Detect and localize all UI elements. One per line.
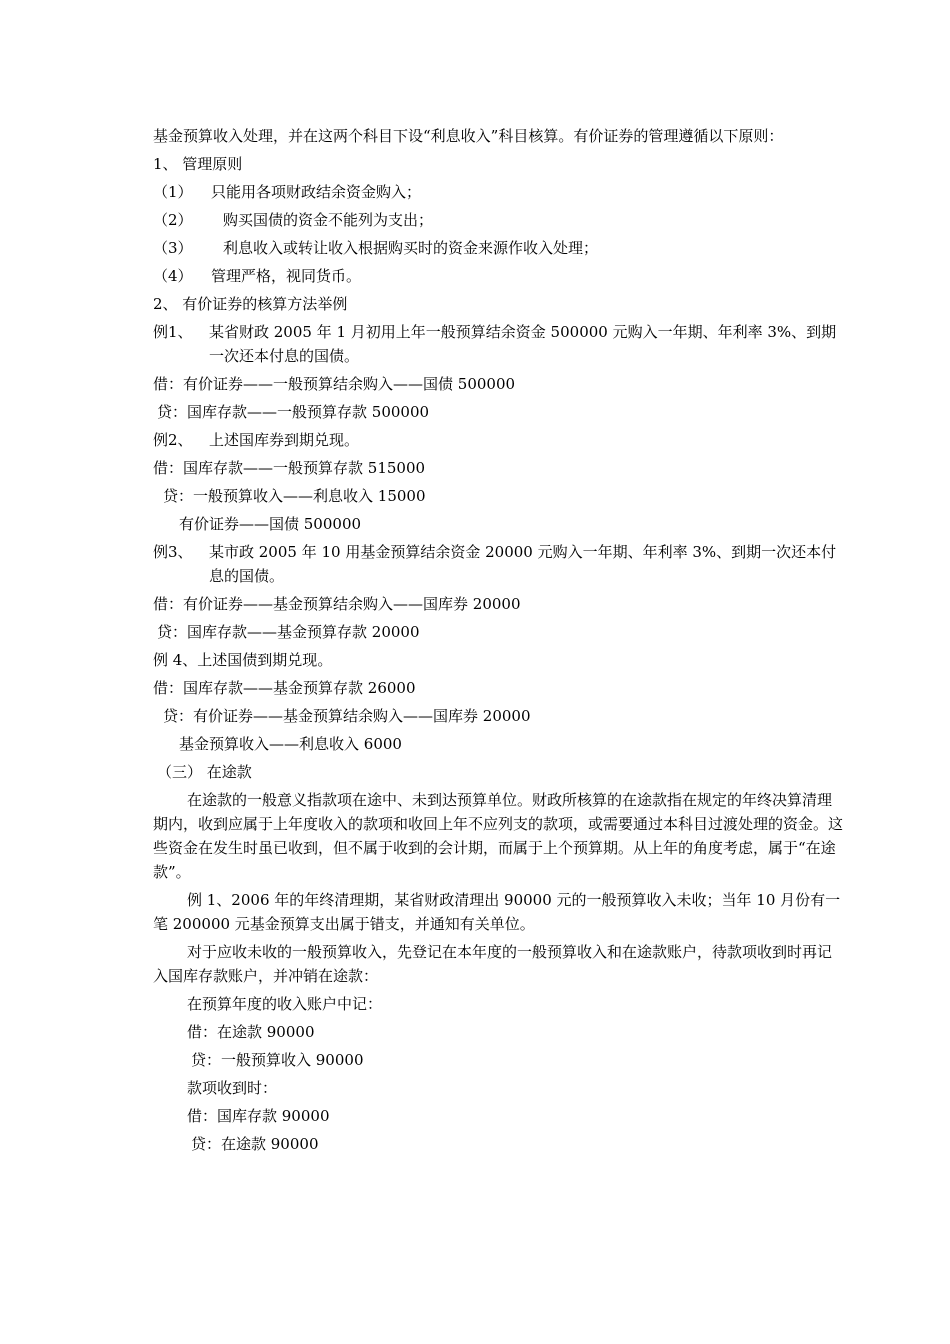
list-item xyxy=(153,236,843,260)
example-item xyxy=(153,540,843,588)
example-item xyxy=(153,320,843,368)
list-item-text: 利息收入或转让收入根据购买时的资金来源作收入处理； xyxy=(223,239,599,257)
journal-entry-debit: 借：有价证券——基金预算结余购入——国库券 20000 xyxy=(153,595,521,613)
list-item-text: 购买国债的资金不能列为支出； xyxy=(223,211,434,229)
example-item: 例 4、上述国债到期兑现。 xyxy=(153,651,333,669)
paragraph-note: 款项收到时： xyxy=(187,1079,278,1097)
list-item xyxy=(153,208,843,232)
paragraph-intro: 基金预算收入处理，并在这两个科目下设“利息收入”科目核算。有价证券的管理遵循以下原则： xyxy=(153,127,784,145)
document-body xyxy=(153,124,843,1160)
list-item-number: （3） xyxy=(153,239,193,257)
journal-entry-credit: 贷：国库存款——基金预算存款 20000 xyxy=(157,623,420,641)
journal-entry-credit: 贷：国库存款——一般预算存款 500000 xyxy=(157,403,430,421)
journal-entry-debit: 借：国库存款 90000 xyxy=(187,1107,330,1125)
journal-entry-credit: 贷：一般预算收入 90000 xyxy=(191,1051,364,1069)
journal-entry-credit: 贷：在途款 90000 xyxy=(191,1135,319,1153)
journal-entry-credit: 贷：一般预算收入——利息收入 15000 xyxy=(163,487,426,505)
list-item-text: 管理严格，视同货币。 xyxy=(211,267,362,285)
section-heading-in-transit: （三） 在途款 xyxy=(157,763,252,781)
example-text: 某省财政 2005 年 1 月初用上年一般预算结余资金 500000 元购入一年期、年利率 3%、到期一次还本付息的国债。 xyxy=(209,323,837,365)
paragraph-note: 在预算年度的收入账户中记： xyxy=(187,995,383,1013)
journal-entry-debit: 借：在途款 90000 xyxy=(187,1023,315,1041)
list-item-number: （1） xyxy=(153,183,193,201)
paragraph-example: 例 1、2006 年的年终清理期，某省财政清理出 90000 元的一般预算收入未收；当年 10 月份有一笔 200000 元基金预算支出属于错支，并通知有关单位。 xyxy=(153,891,841,933)
list-item-text: 只能用各项财政结余资金购入； xyxy=(211,183,422,201)
list-item xyxy=(153,180,843,204)
example-item xyxy=(153,428,843,452)
list-item xyxy=(153,264,843,288)
paragraph-in-transit-definition: 在途款的一般意义指款项在途中、未到达预算单位。财政所核算的在途款指在规定的年终决算清理期内，收到应属于上年度收入的款项和收回上年不应列支的款项，或需要通过本科目过渡处理的资金。这些资金在发生时虽已收到，但不属于收到的会计期，而属于上个预算期。从上年的角度考虑，属于“在途款”。 xyxy=(153,791,844,881)
list-item-number: （2） xyxy=(153,211,193,229)
section-heading-accounting-examples: 2、 有价证券的核算方法举例 xyxy=(153,295,348,313)
journal-entry-credit-continued: 有价证券——国债 500000 xyxy=(179,515,362,533)
example-number: 例3、 xyxy=(153,543,193,561)
journal-entry-credit: 贷：有价证券——基金预算结余购入——国库券 20000 xyxy=(163,707,531,725)
list-item-number: （4） xyxy=(153,267,193,285)
section-heading-management-principles: 1、 管理原则 xyxy=(153,155,243,173)
paragraph-explanation: 对于应收未收的一般预算收入，先登记在本年度的一般预算收入和在途款账户，待款项收到时再记入国库存款账户，并冲销在途款： xyxy=(153,943,833,985)
journal-entry-debit: 借：有价证券——一般预算结余购入——国债 500000 xyxy=(153,375,516,393)
journal-entry-debit: 借：国库存款——基金预算存款 26000 xyxy=(153,679,416,697)
example-number: 例1、 xyxy=(153,323,193,341)
journal-entry-debit: 借：国库存款——一般预算存款 515000 xyxy=(153,459,426,477)
journal-entry-credit-continued: 基金预算收入——利息收入 6000 xyxy=(179,735,402,753)
example-text: 上述国库券到期兑现。 xyxy=(209,431,360,449)
example-text: 某市政 2005 年 10 用基金预算结余资金 20000 元购入一年期、年利率 3%、到期一次还本付息的国债。 xyxy=(209,543,837,585)
example-number: 例2、 xyxy=(153,431,193,449)
